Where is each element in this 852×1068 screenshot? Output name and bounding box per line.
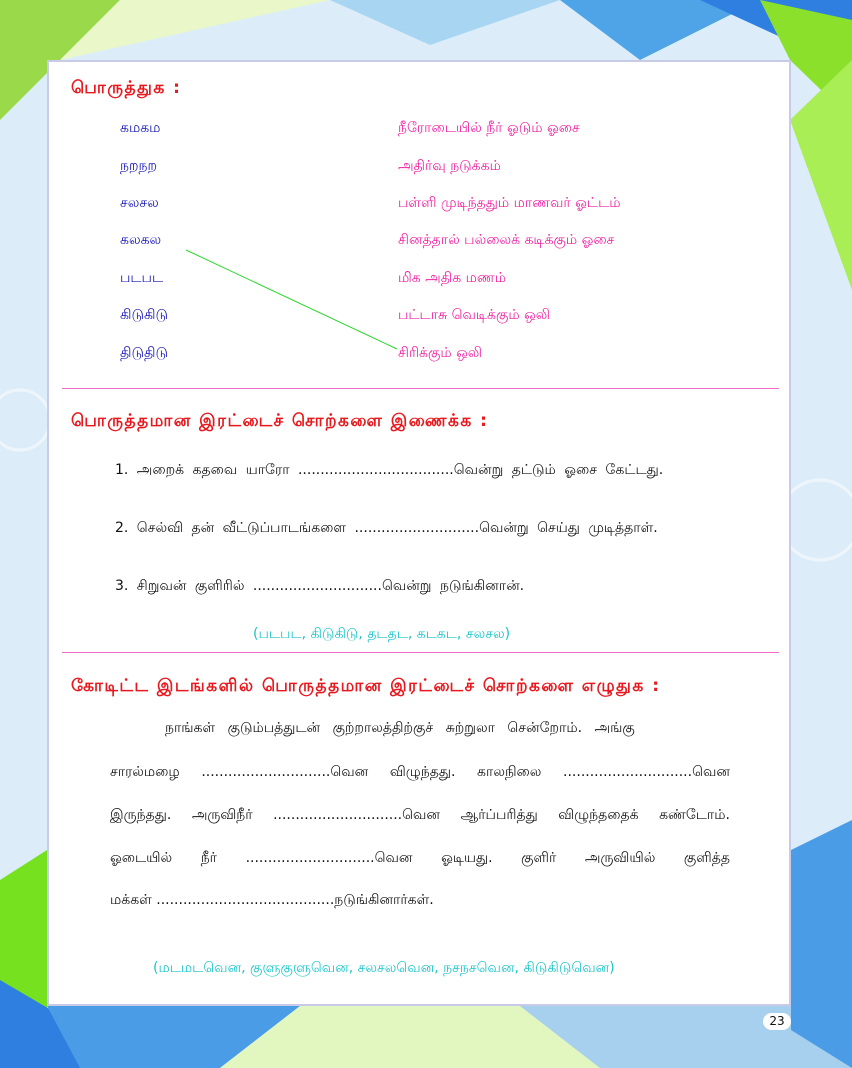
blank: .............................வென — [273, 807, 441, 823]
page-number: 23 — [763, 1013, 791, 1030]
paragraph-text: நாங்கள் குடும்பத்துடன் குற்றாலத்திற்குச் சுற்றுலா சென்றோம். அங்கு — [165, 720, 635, 736]
paragraph-word: ஓடையில் — [110, 850, 173, 866]
paragraph-word: அருவியில் — [584, 850, 656, 866]
blank: .............................வென — [201, 764, 369, 780]
right-phrase: சிரிக்கும் ஒலி — [398, 345, 483, 361]
fill-sentence: 3. சிறுவன் குளிரில் .............................வென்று நடுங்கினான். — [115, 578, 525, 594]
right-phrase: அதிர்வு நடுக்கம் — [398, 158, 501, 174]
paragraph-line — [165, 720, 730, 738]
left-word: சலசல — [120, 195, 159, 211]
right-phrase: சினத்தால் பல்லைக் கடிக்கும் ஓசை — [398, 232, 615, 248]
paragraph-word: சாரல்மழை — [110, 764, 180, 780]
left-word: கலகல — [120, 232, 162, 248]
left-word: திடுதிடு — [120, 345, 168, 361]
left-word: படபட — [120, 270, 164, 286]
divider — [62, 388, 779, 389]
paragraph-word: கண்டோம். — [659, 807, 730, 823]
paragraph-word: விழுந்ததைக் — [558, 807, 639, 823]
word-options: (மடமடவென, குளுகுளுவென, சலசலவென, நசநசவென, கிடுகிடுவென) — [153, 960, 615, 976]
paragraph-word: இருந்தது. — [110, 807, 172, 823]
left-word: கமகம — [120, 120, 161, 136]
paragraph-word: குளிர் — [521, 850, 557, 866]
paragraph-word: ஓடியது. — [441, 850, 493, 866]
paragraph-word: அருவிநீர் — [191, 807, 253, 823]
right-phrase: பள்ளி முடிந்ததும் மாணவர் ஓட்டம் — [398, 195, 621, 211]
divider — [62, 652, 779, 653]
blank: .............................வென — [563, 764, 730, 780]
paragraph-line — [110, 850, 730, 868]
paragraph-word: காலநிலை — [477, 764, 542, 780]
blank: .............................வென — [245, 850, 413, 866]
left-word: கிடுகிடு — [120, 307, 168, 323]
paragraph-text: மக்கள் ........................................நடுங்கினார்கள். — [110, 892, 434, 908]
right-phrase: பட்டாசு வெடிக்கும் ஒலி — [398, 307, 551, 323]
paragraph-line — [110, 807, 730, 825]
paragraph-word: நீர் — [200, 850, 217, 866]
section1-heading: பொருத்துக : — [71, 78, 182, 98]
fill-sentence: 2. செல்வி தன் வீட்டுப்பாடங்களை ............................வென்று செய்து முடித்தாள். — [115, 520, 658, 536]
left-word: நறநற — [120, 158, 158, 174]
paragraph-word: குளித்த — [683, 850, 730, 866]
paragraph-line — [110, 764, 730, 782]
section3-heading: கோடிட்ட இடங்களில் பொருத்தமான இரட்டைச் சொற்களை எழுதுக : — [71, 676, 661, 696]
right-phrase: மிக அதிக மணம் — [398, 270, 506, 286]
section2-heading: பொருத்தமான இரட்டைச் சொற்களை இணைக்க : — [71, 411, 489, 431]
word-options: (படபட, கிடுகிடு, தடதட, கடகட, சலசல) — [253, 626, 511, 642]
paragraph-word: விழுந்தது. — [389, 764, 456, 780]
fill-sentence: 1. அறைக் கதவை யாரோ ...................................வென்று தட்டும் ஓசை கேட்டது. — [115, 462, 664, 478]
paragraph-word: ஆர்ப்பரித்து — [460, 807, 538, 823]
right-phrase: நீரோடையில் நீர் ஓடும் ஓசை — [398, 120, 580, 136]
